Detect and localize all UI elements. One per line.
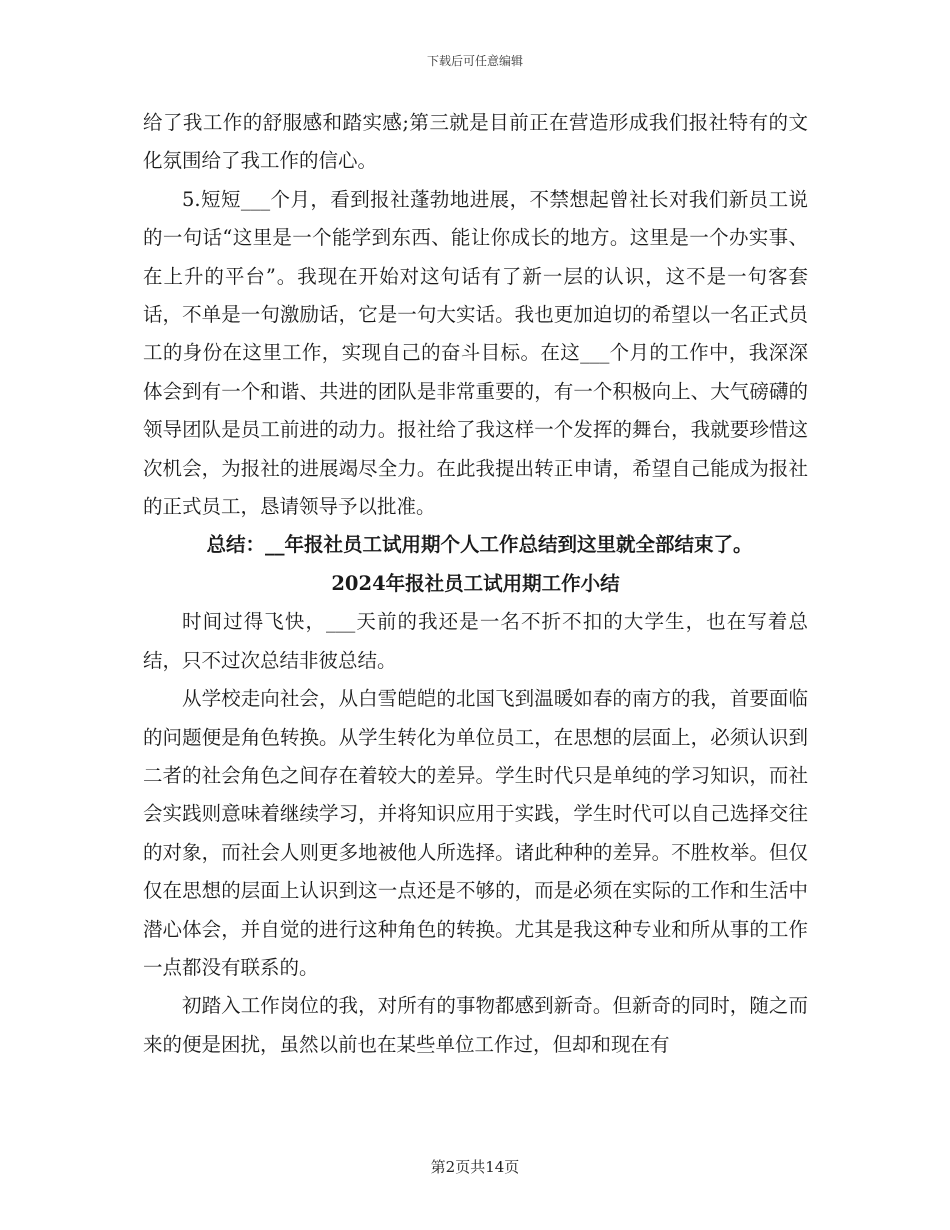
paragraph-item-5: 5.短短___个月，看到报社蓬勃地进展，不禁想起曾社长对我们新员工说的一句话“这里是一个能学到东西、能让你成长的地方。这里是一个办实事、在上升的平台”。我现在开始对这句话有了新一层的认识，这不是一句客套话，不单是一句激励话，它是一句大实话。我也更加迫切的希望以一名正式员工的身份在这里工作，实现自己的奋斗目标。在这___个月的工作中，我深深体会到有一个和谐、共进的团队是非常重要的，有一个积极向上、大气磅礴的领导团队是员工前进的动力。报社给了我这样一个发挥的舞台，我就要珍惜这次机会，为报社的进展竭尽全力。在此我提出转正申请，希望自己能成为报社的正式员工，恳请领导予以批准。: [143, 187, 808, 519]
page-header: 下载后可任意编辑: [426, 54, 523, 68]
summary-line: 总结：__年报社员工试用期个人工作总结到这里就全部结束了。: [206, 533, 753, 557]
document-body: [143, 104, 808, 1064]
page-footer: 第2页共14页: [430, 1158, 520, 1176]
paragraph-continued: 给了我工作的舒服感和踏实感;第三就是目前正在营造形成我们报社特有的文化氛围给了我工作的信心。: [143, 111, 808, 173]
document-title: 2024年报社员工试用期工作小结: [331, 571, 620, 595]
paragraph-intro: 时间过得飞快，___天前的我还是一名不折不扣的大学生，也在写着总结，只不过次总结非彼总结。: [143, 610, 808, 672]
paragraph-new-job: 初踏入工作岗位的我，对所有的事物都感到新奇。但新奇的同时，随之而来的便是困扰，虽然以前也在某些单位工作过，但却和现在有: [143, 994, 808, 1056]
paragraph-role-change: 从学校走向社会，从白雪皑皑的北国飞到温暖如春的南方的我，首要面临的问题便是角色转换。从学生转化为单位员工，在思想的层面上，必须认识到二者的社会角色之间存在着较大的差异。学生时代只是单纯的学习知识，而社会实践则意味着继续学习，并将知识应用于实践，学生时代可以自己选择交往的对象，而社会人则更多地被他人所选择。诸此种种的差异。不胜枚举。但仅仅在思想的层面上认识到这一点还是不够的，而是必须在实际的工作和生活中潜心体会，并自觉的进行这种角色的转换。尤其是我这种专业和所从事的工作一点都没有联系的。: [143, 687, 808, 979]
